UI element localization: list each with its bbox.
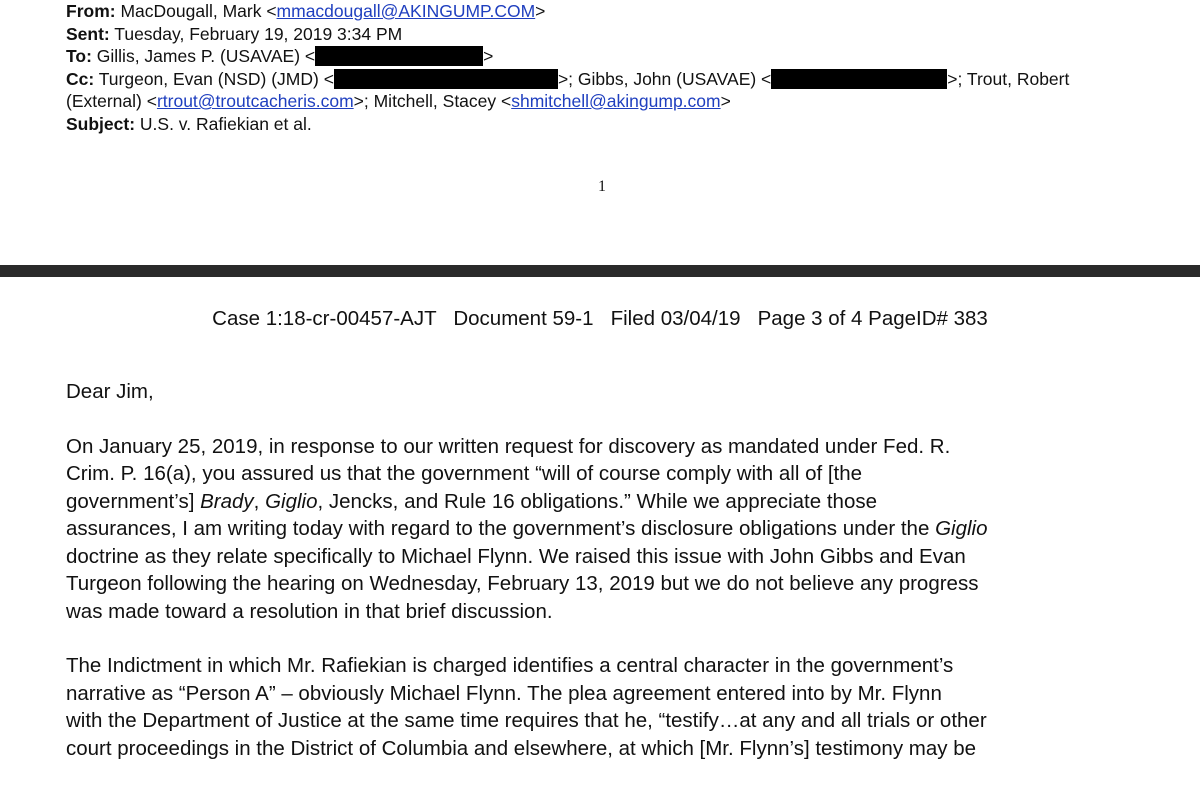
p2-line-1: The Indictment in which Mr. Rafiekian is charged identifies a central character in the government’s	[66, 654, 954, 677]
cc-part-turgeon: Turgeon, Evan (NSD) (JMD) <	[94, 68, 334, 89]
cc-part-gibbs: >; Gibbs, John (USAVAE) <	[557, 68, 772, 89]
mitchell-email-link[interactable]: shmitchell@akingump.com	[511, 91, 721, 111]
subject-label: Subject:	[66, 113, 136, 134]
to-line	[66, 45, 1186, 68]
cc-line	[66, 68, 1186, 91]
giglio-italic-2: Giglio	[935, 517, 988, 540]
redaction-box-to	[315, 46, 483, 66]
email-header	[66, 0, 1186, 135]
sent-label: Sent:	[66, 23, 110, 44]
case-header: Case 1:18-cr-00457-AJT Document 59-1 Filed 03/04/19 Page 3 of 4 PageID# 383	[212, 307, 988, 330]
p2-line-3: with the Department of Justice at the same time requires that he, “testify…at any and all trials or other	[66, 709, 987, 732]
p1-line-3a: government’s]	[66, 489, 201, 513]
sent-value: Tuesday, February 19, 2019 3:34 PM	[109, 23, 403, 44]
sent-line	[66, 23, 1186, 46]
p1-line-7: was made toward a resolution in that brief discussion.	[66, 599, 553, 623]
paragraph-1	[66, 433, 1176, 626]
letter-body	[66, 378, 1176, 789]
from-close: >	[535, 1, 546, 21]
p1-line-4a: assurances, I am writing today with regard to the government’s disclosure obligations under the	[66, 517, 936, 540]
cc-line2-end: >	[720, 91, 731, 111]
p1-line-3	[66, 488, 1176, 516]
redaction-box-cc-gibbs	[771, 69, 947, 89]
p1-line-1: On January 25, 2019, in response to our written request for discovery as mandated under Fed. R.	[66, 434, 951, 458]
giglio-italic: Giglio	[265, 489, 318, 513]
to-value: Gillis, James P. (USAVAE) <	[91, 46, 316, 66]
p1-line-4	[66, 515, 1176, 543]
salutation: Dear Jim,	[66, 380, 154, 403]
cc-part-trout: >; Trout, Robert	[947, 68, 1070, 89]
page-number: 1	[598, 178, 606, 195]
redaction-box-cc-turgeon	[334, 69, 558, 89]
p1-line-2: Crim. P. 16(a), you assured us that the government “will of course comply with all of [the	[66, 462, 863, 485]
subject-line	[66, 113, 1186, 136]
to-label: To:	[66, 46, 92, 66]
p2-line-2: narrative as “Person A” – obviously Michael Flynn. The plea agreement entered into by Mr. Flynn	[66, 681, 942, 705]
cc-label: Cc:	[66, 68, 95, 89]
p1-line-3c: , Jencks, and Rule 16 obligations.” While we appreciate those	[317, 489, 877, 513]
to-close: >	[483, 46, 494, 66]
cc-line-2	[66, 90, 1186, 113]
page-divider	[0, 265, 1200, 277]
cc-line2-start: (External) <	[66, 91, 157, 111]
from-name: MacDougall, Mark <	[115, 1, 277, 21]
from-line	[66, 0, 1186, 23]
brady-italic: Brady	[200, 489, 254, 513]
from-label: From:	[66, 1, 116, 21]
p1-line-5: doctrine as they relate specifically to Michael Flynn. We raised this issue with John Gibbs and Evan	[66, 544, 966, 568]
paragraph-2	[66, 652, 1176, 762]
from-email-link[interactable]: mmacdougall@AKINGUMP.COM	[276, 1, 536, 21]
p1-line-6: Turgeon following the hearing on Wednesday, February 13, 2019 but we do not believe any progress	[66, 572, 979, 595]
trout-email-link[interactable]: rtrout@troutcacheris.com	[156, 91, 354, 111]
p1-line-3b: ,	[253, 489, 266, 513]
p2-line-4: court proceedings in the District of Columbia and elsewhere, at which [Mr. Flynn’s] testimony may be	[66, 736, 976, 760]
subject-value: U.S. v. Rafiekian et al.	[135, 113, 312, 134]
cc-line2-mid: >; Mitchell, Stacey <	[353, 91, 512, 111]
